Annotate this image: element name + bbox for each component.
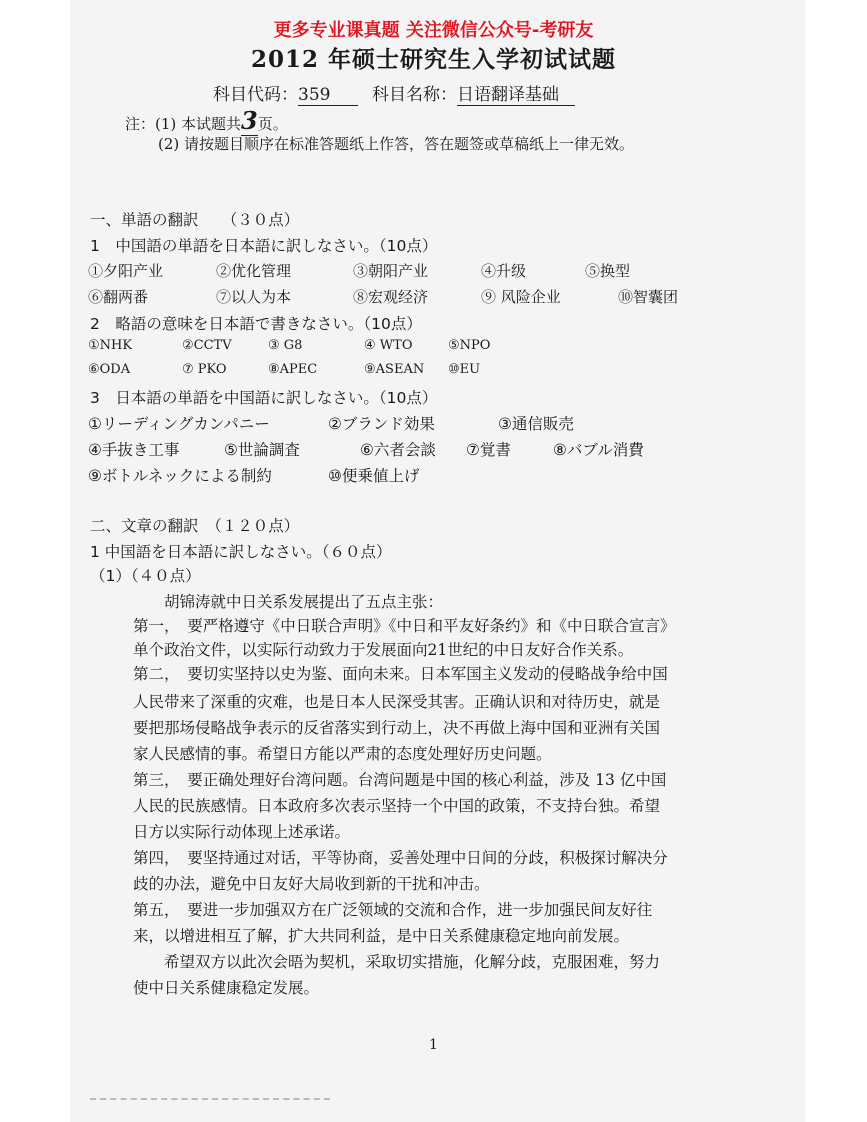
page-number: 1: [429, 1037, 438, 1053]
passage-line: 希望双方以此次会晤为契机，采取切实措施，化解分歧，克服困难，努力: [133, 953, 661, 971]
term: ⑤世論調査: [224, 441, 300, 459]
q3-row-3: [88, 464, 728, 486]
note-1-text: 注：(1) 本试题共: [125, 115, 242, 133]
abbr: ⑩EU: [448, 362, 481, 377]
abbr: ⑧APEC: [268, 362, 318, 377]
term: ⑥翻两番: [88, 288, 149, 306]
term: ⑥六者会談: [360, 441, 436, 459]
term: ①夕阳产业: [88, 262, 164, 280]
term: ①リーディングカンパニー: [88, 415, 270, 433]
term: ③通信販売: [498, 415, 574, 433]
subject-line: [213, 80, 575, 106]
note-1-suffix: 页。: [257, 115, 288, 133]
passage-line: 家人民感情的事。希望日方能以严肃的态度处理好历史问题。: [133, 745, 552, 763]
abbr: ⑥ODA: [88, 362, 131, 377]
page-count: 3: [241, 106, 258, 135]
abbr: ⑤NPO: [448, 338, 491, 353]
term: ④升级: [481, 262, 527, 280]
subject-code-label: 科目代码：: [213, 85, 298, 105]
term: ⑤换型: [585, 262, 631, 280]
passage-line: 人民带来了深重的灾难，也是日本人民深受其害。正确认识和对待历史，就是: [133, 693, 661, 711]
part2-q1-heading: 1 中国語を日本語に訳しなさい。（６０点）: [90, 543, 392, 561]
subject-name-label: 科目名称：: [372, 85, 457, 105]
term: ⑩便乗値上げ: [328, 467, 420, 485]
passage-line: 歧的办法，避免中日友好大局收到新的干扰和冲击。: [133, 875, 490, 893]
passage-line: 第一， 要严格遵守《中日联合声明》《中日和平友好条约》和《中日联合宣言》: [133, 617, 676, 635]
term: ⑧バブル消費: [553, 441, 644, 459]
passage-line: 使中日关系健康稳定发展。: [133, 979, 320, 997]
abbr: ③ G8: [268, 338, 303, 353]
note-2: (2) 请按题目顺序在标准答题纸上作答，答在题签或草稿纸上一律无效。: [158, 135, 635, 153]
q1-row-1: [88, 260, 728, 282]
passage-line: 要把那场侵略战争表示的反省落实到行动上，决不再做上海中国和亚洲有关国: [133, 719, 661, 737]
q3-row-1: [88, 412, 728, 434]
abbr: ②CCTV: [182, 338, 232, 353]
term: ⑦覚書: [466, 441, 511, 459]
q3-row-2: [88, 438, 728, 460]
note-1: [125, 106, 288, 135]
q2-row-1: [88, 338, 728, 358]
passage-line: 来，以增进相互了解，扩大共同利益，是中日关系健康稳定地向前发展。: [133, 927, 630, 945]
part2-heading: 二、文章の翻訳 （１２０点）: [90, 517, 300, 535]
part2-sub1: （1）（４０点）: [90, 567, 201, 585]
passage-line: 人民的民族感情。日本政府多次表示坚持一个中国的政策，不支持台独。希望: [133, 797, 661, 815]
term: ⑦以人为本: [216, 288, 292, 306]
passage-line: 第二， 要切实坚持以史为鉴、面向未来。日本军国主义发动的侵略战争给中国: [133, 665, 668, 683]
passage-line: 单个政治文件，以实际行动致力于发展面向21世纪的中日友好合作关系。: [133, 641, 634, 659]
cut-off-line: [90, 1098, 330, 1104]
q3-heading: 3 日本語の単語を中国語に訳しなさい。（10点）: [90, 389, 438, 407]
q2-heading: 2 略語の意味を日本語で書きなさい。（10点）: [90, 315, 422, 333]
q2-row-2: [88, 362, 728, 382]
passage-line: 第四， 要坚持通过对话，平等协商，妥善处理中日间的分歧，积极探讨解决分: [133, 849, 668, 867]
term: ④手抜き工事: [88, 441, 180, 459]
q1-row-2: [88, 286, 728, 308]
passage-line: 第五， 要进一步加强双方在广泛领域的交流和合作，进一步加强民间友好往: [133, 901, 653, 919]
q1-heading: 1 中国語の単語を日本語に訳しなさい。（10点）: [90, 237, 438, 255]
exam-title: 2012 年硕士研究生入学初试试题: [250, 46, 617, 73]
term: ⑨ボトルネックによる制約: [88, 467, 272, 485]
abbr: ①NHK: [88, 338, 133, 353]
abbr: ④ WTO: [364, 338, 413, 353]
abbr: ⑨ASEAN: [364, 362, 425, 377]
part1-heading: 一、単語の翻訳 （３０点）: [90, 211, 300, 229]
term: ⑩智囊团: [618, 288, 679, 306]
subject-name: 日语翻译基础: [457, 80, 575, 106]
abbr: ⑦ PKO: [182, 362, 227, 377]
promo-banner: 更多专业课真题 关注微信公众号-考研友: [273, 20, 594, 41]
subject-code: 359: [298, 85, 358, 106]
passage-line: 胡锦涛就中日关系发展提出了五点主张：: [133, 593, 444, 611]
passage-line: 日方以实际行动体现上述承诺。: [133, 823, 351, 841]
term: ⑨ 风险企业: [481, 288, 561, 306]
term: ⑧宏观经济: [353, 288, 429, 306]
term: ②优化管理: [216, 262, 292, 280]
term: ②ブランド効果: [328, 415, 435, 433]
term: ③朝阳产业: [353, 262, 429, 280]
passage-line: 第三， 要正确处理好台湾问题。台湾问题是中国的核心利益，涉及 13 亿中国: [133, 771, 667, 789]
